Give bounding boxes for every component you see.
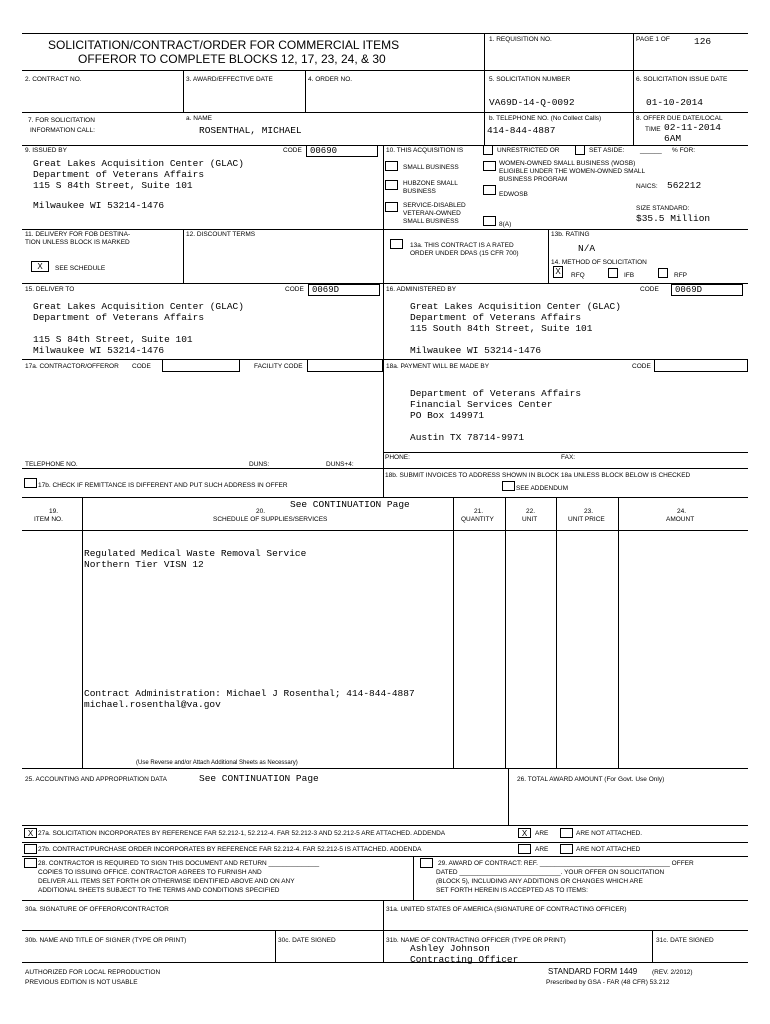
form-title-line2: OFFEROR TO COMPLETE BLOCKS 12, 17, 23, 24, & 30: [78, 52, 386, 66]
contracting-officer-signature-label: 31a. UNITED STATES OF AMERICA (SIGNATURE OF CONTRACTING OFFICER): [386, 906, 627, 913]
administered-by-code-label: CODE: [640, 286, 659, 293]
ifb-label: IFB: [624, 272, 635, 279]
27b-are-checkbox[interactable]: [518, 844, 531, 854]
accounting-value: See CONTINUATION Page: [199, 773, 319, 784]
small-business-checkbox[interactable]: [385, 161, 398, 171]
solicitation-number[interactable]: VA69D-14-Q-0092: [489, 97, 575, 108]
unrestricted-checkbox[interactable]: [483, 145, 493, 155]
27b-checkbox[interactable]: [24, 844, 37, 854]
pct-for-label: % FOR:: [672, 147, 696, 154]
col-21-num: 21.: [474, 508, 484, 515]
deliver-to-code[interactable]: 0069D: [308, 284, 380, 296]
issued-by-label: 9. ISSUED BY: [25, 147, 67, 154]
contracting-officer-title: Contracting Officer: [410, 954, 519, 965]
offer-due-label: 8. OFFER DUE DATE/LOCAL: [636, 115, 723, 122]
col-24-num: 24.: [677, 508, 687, 515]
signer-date-label: 30c. DATE SIGNED: [278, 937, 336, 944]
27a-label: 27a. SOLICITATION INCORPORATES BY REFERENCE FAR 52.212-1, 52.212-4. FAR 52.212-3 AND 52.212-5 ARE ATTACHED. ADDENDA: [38, 830, 446, 837]
see-schedule-label: SEE SCHEDULE: [55, 265, 106, 272]
setaside-label: SET ASIDE:: [589, 147, 625, 154]
deliver-to-code-label: CODE: [285, 286, 304, 293]
page-count: 126: [694, 36, 712, 47]
remittance-checkbox[interactable]: [24, 478, 37, 488]
naics-code[interactable]: 562212: [667, 180, 702, 191]
contact-phone[interactable]: 414-844-4887: [487, 125, 556, 136]
schedule-continuation: See CONTINUATION Page: [290, 499, 410, 510]
sdvosb-checkbox[interactable]: [385, 202, 398, 212]
size-standard[interactable]: $35.5 Million: [636, 213, 711, 224]
eight-a-label: 8(A): [499, 221, 512, 228]
rfq-checkbox[interactable]: X: [553, 266, 563, 278]
contact-name[interactable]: ROSENTHAL, MICHAEL: [199, 125, 302, 136]
payment-code-label: CODE: [632, 363, 651, 370]
issued-by-code-label: CODE: [283, 147, 302, 154]
contracting-officer-name-label: 31b. NAME OF CONTRACTING OFFICER (TYPE OR PRINT): [386, 937, 566, 944]
col-amount: AMOUNT: [666, 516, 695, 523]
see-addendum-checkbox[interactable]: [502, 481, 515, 491]
form-revision: (REV. 2/2012): [652, 969, 693, 976]
prescribed-by: Prescribed by GSA - FAR (48 CFR) 53.212: [546, 979, 670, 986]
deliver-to-label: 15. DELIVER TO: [25, 286, 75, 293]
27b-not-label: ARE NOT ATTACHED: [576, 846, 641, 853]
rfq-label: RFQ: [571, 272, 585, 279]
col-unit-price: UNIT PRICE: [568, 516, 605, 523]
27b-are-label: ARE: [535, 846, 549, 853]
29-checkbox[interactable]: [420, 858, 433, 868]
for-solicitation-label: 7. FOR SOLICITATION: [28, 117, 95, 124]
order-no-label: 4. ORDER NO.: [308, 76, 353, 83]
contract-admin-line: Contract Administration: Michael J Rosenthal; 414-844-4887: [84, 688, 415, 699]
rfp-checkbox[interactable]: [658, 268, 668, 278]
schedule-service-line1: Regulated Medical Waste Removal Service: [84, 548, 307, 559]
page-label: PAGE 1 OF: [636, 36, 670, 43]
telephone-label: b. TELEPHONE NO. (No Collect Calls): [489, 115, 602, 122]
payment-phone-label: PHONE:: [385, 454, 410, 461]
contracting-officer-name: Ashley Johnson: [410, 943, 490, 954]
duns4-label: DUNS+4:: [326, 461, 354, 468]
total-award-label: 26. TOTAL AWARD AMOUNT (For Govt. Use Only): [517, 776, 665, 783]
offer-due-time[interactable]: 6AM: [664, 133, 682, 144]
ifb-checkbox[interactable]: [608, 268, 618, 278]
eight-a-checkbox[interactable]: [483, 216, 496, 226]
offer-time-label: TIME: [645, 126, 661, 133]
wosb-label: WOMEN-OWNED SMALL BUSINESS (WOSB) ELIGIBLE UNDER THE WOMEN-OWNED SMALL BUSINESS PROGRAM: [499, 160, 645, 183]
solicitation-issue-date[interactable]: 01-10-2014: [646, 97, 704, 108]
col-20-num: 20.: [256, 508, 266, 515]
28-checkbox[interactable]: [24, 858, 37, 868]
discount-terms-label: 12. DISCOUNT TERMS: [186, 231, 256, 238]
rating-value[interactable]: N/A: [578, 243, 596, 254]
col-item-no: ITEM NO.: [34, 516, 63, 523]
remittance-label: 17b. CHECK IF REMITTANCE IS DIFFERENT AND PUT SUCH ADDRESS IN OFFER: [38, 482, 288, 489]
standard-form-number: STANDARD FORM 1449: [548, 967, 638, 976]
offeror-signature-label: 30a. SIGNATURE OF OFFEROR/CONTRACTOR: [25, 906, 169, 913]
contractor-telephone-label: TELEPHONE NO.: [25, 461, 78, 468]
requisition-no-label: 1. REQUISITION NO.: [489, 36, 552, 43]
col-schedule: SCHEDULE OF SUPPLIES/SERVICES: [213, 516, 328, 523]
see-schedule-checkbox[interactable]: X: [31, 261, 49, 272]
contractor-label: 17a. CONTRACTOR/OFFEROR: [25, 363, 119, 370]
form-title-line1: SOLICITATION/CONTRACT/ORDER FOR COMMERCIAL ITEMS: [48, 38, 400, 52]
edwosb-label: EDWOSB: [499, 191, 528, 198]
submit-invoices-label: 18b. SUBMIT INVOICES TO ADDRESS SHOWN IN BLOCK 18a UNLESS BLOCK BELOW IS CHECKED: [385, 472, 691, 479]
col-quantity: QUANTITY: [461, 516, 494, 523]
name-label: a. NAME: [186, 115, 213, 122]
signer-name-label: 30b. NAME AND TITLE OF SIGNER (TYPE OR PRINT): [25, 937, 187, 944]
setaside-checkbox[interactable]: [575, 145, 585, 155]
size-standard-label: SIZE STANDARD:: [636, 205, 690, 212]
27b-not-checkbox[interactable]: [560, 844, 573, 854]
officer-date-label: 31c. DATE SIGNED: [656, 937, 714, 944]
solicitation-number-label: 5. SOLICITATION NUMBER: [489, 76, 571, 83]
contract-admin-email: michael.rosenthal@va.gov: [84, 699, 221, 710]
duns-label: DUNS:: [249, 461, 270, 468]
acquisition-label: 10. THIS ACQUISITION IS: [386, 147, 464, 154]
setaside-pct-blank: ______: [640, 147, 662, 154]
administered-by-code[interactable]: 0069D: [671, 284, 743, 296]
see-addendum-label: SEE ADDENDUM: [516, 485, 569, 492]
27a-are-label: ARE: [535, 830, 549, 837]
rating-label: 13b. RATING: [551, 231, 590, 238]
small-business-label: SMALL BUSINESS: [403, 164, 459, 171]
sdvosb-label: SERVICE-DISABLED VETERAN-OWNED SMALL BUSINESS: [403, 202, 466, 225]
delivery-fob-label: 11. DELIVERY FOR FOB DESTINA-TION UNLESS BLOCK IS MARKED: [25, 231, 131, 246]
payment-code-field[interactable]: [654, 359, 748, 372]
contractor-code-label: CODE: [132, 363, 151, 370]
solicitation-issue-date-label: 6. SOLICITATION ISSUE DATE: [636, 76, 728, 83]
naics-label: NAICS:: [636, 183, 658, 190]
authorized-reproduction: AUTHORIZED FOR LOCAL REPRODUCTION: [25, 969, 161, 976]
method-of-solicitation-label: 14. METHOD OF SOLICITATION: [551, 259, 647, 266]
award-date-label: 3. AWARD/EFFECTIVE DATE: [186, 76, 273, 83]
27a-checkbox[interactable]: X: [24, 828, 37, 838]
edwosb-checkbox[interactable]: [483, 185, 496, 195]
27b-label: 27b. CONTRACT/PURCHASE ORDER INCORPORATES BY REFERENCE FAR 52.212-4. FAR 52.212-5 IS ATTACHED. ADDENDA: [38, 846, 422, 853]
hubzone-checkbox[interactable]: [385, 180, 398, 190]
27a-not-label: ARE NOT ATTACHED.: [576, 830, 643, 837]
col-unit: UNIT: [522, 516, 538, 523]
information-call-label: INFORMATION CALL:: [30, 127, 95, 134]
accounting-label: 25. ACCOUNTING AND APPROPRIATION DATA: [25, 776, 167, 783]
contractor-code-field[interactable]: [162, 359, 240, 372]
schedule-service-line2: Northern Tier VISN 12: [84, 559, 204, 570]
col-22-num: 22.: [526, 508, 536, 515]
payment-by-label: 18a. PAYMENT WILL BE MADE BY: [386, 363, 490, 370]
27a-not-checkbox[interactable]: [560, 828, 573, 838]
col-23-num: 23.: [584, 508, 594, 515]
previous-edition-note: PREVIOUS EDITION IS NOT USABLE: [25, 979, 138, 986]
issued-by-code[interactable]: 00690: [306, 145, 378, 157]
facility-code-label: FACILITY CODE: [254, 363, 303, 370]
wosb-checkbox[interactable]: [483, 161, 496, 171]
payment-fax-label: FAX:: [561, 454, 576, 461]
rated-order-label: 13a. THIS CONTRACT IS A RATED ORDER UNDER DPAS (15 CFR 700): [410, 242, 519, 257]
facility-code-field[interactable]: [307, 359, 383, 372]
27a-are-checkbox[interactable]: X: [518, 828, 531, 838]
unrestricted-label: UNRESTRICTED OR: [497, 147, 560, 154]
use-reverse-note: (Use Reverse and/or Attach Additional Sheets as Necessary): [136, 760, 298, 766]
offer-due-date[interactable]: 02-11-2014: [664, 122, 722, 133]
rated-order-checkbox[interactable]: [390, 239, 403, 249]
col-19-num: 19.: [49, 508, 59, 515]
contract-no-label: 2. CONTRACT NO.: [25, 76, 82, 83]
rfp-label: RFP: [674, 272, 687, 279]
administered-by-label: 16. ADMINISTERED BY: [386, 286, 457, 293]
hubzone-label: HUBZONE SMALL BUSINESS: [403, 180, 458, 195]
